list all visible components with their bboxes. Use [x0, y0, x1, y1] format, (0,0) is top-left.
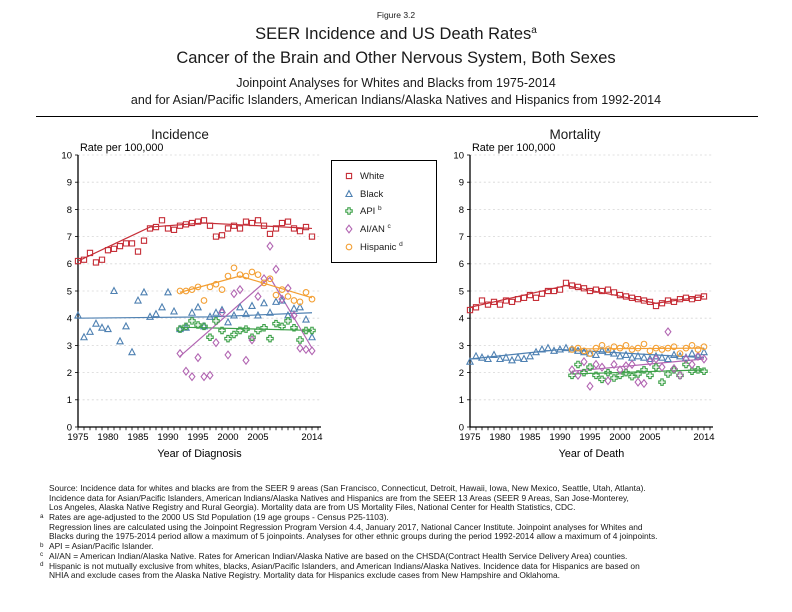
- svg-text:1980: 1980: [489, 432, 511, 443]
- svg-text:Year of Diagnosis: Year of Diagnosis: [157, 448, 242, 460]
- legend-item-white: [332, 167, 436, 185]
- incidence-panel-title: Incidence: [151, 127, 209, 142]
- svg-text:2: 2: [66, 368, 72, 379]
- svg-text:9: 9: [458, 177, 464, 189]
- header-divider: [36, 116, 758, 117]
- svg-text:8: 8: [458, 204, 464, 216]
- svg-text:3: 3: [458, 340, 464, 352]
- svg-text:5: 5: [458, 286, 464, 298]
- footnote-line: a Rates are age-adjusted to the 2000 US Std Population (19 age groups - Census P25-1103).: [40, 512, 389, 523]
- svg-text:5: 5: [66, 286, 72, 298]
- incidence-chart: [38, 140, 348, 472]
- legend-label: White: [360, 170, 385, 182]
- svg-text:10: 10: [453, 150, 464, 162]
- aian-diamond-icon: [342, 223, 356, 235]
- legend-label: Black: [360, 188, 384, 200]
- svg-text:8: 8: [66, 204, 72, 216]
- svg-text:1985: 1985: [127, 432, 149, 443]
- svg-text:1985: 1985: [519, 432, 541, 443]
- legend-item-api: [332, 203, 436, 221]
- svg-text:1995: 1995: [187, 432, 209, 443]
- svg-text:1980: 1980: [97, 432, 119, 443]
- svg-text:3: 3: [66, 340, 72, 352]
- footnote-line: c AI/AN = American Indian/Alaska Native. Rates for American Indian/Alaska Native are based on the CHSDA(Contract Health Service Delivery Area) counties.: [40, 550, 628, 561]
- title-joinpoint-line2: and for Asian/Pacific Islanders, American Indians/Alaska Natives and Hispanics from 1992-2014: [130, 93, 662, 107]
- svg-text:0: 0: [458, 422, 464, 434]
- legend-item-hispanic: [332, 238, 436, 256]
- svg-text:6: 6: [66, 259, 72, 271]
- legend-box: [331, 160, 437, 263]
- svg-text:1: 1: [458, 395, 464, 407]
- legend-label: AI/AN $^c$: [360, 223, 391, 236]
- svg-text:4: 4: [458, 313, 464, 325]
- svg-text:2005: 2005: [247, 432, 269, 443]
- footnote-line: Regression lines are calculated using the Joinpoint Regression Program Version 4.4, January 2017, National Cancer Institute. Joinpoint analyses for Whites and: [49, 521, 643, 532]
- svg-text:Year of Death: Year of Death: [558, 448, 625, 460]
- footnote-line: Blacks during the 1975-2014 period allow a maximum of 5 joinpoints. Analyses for other ethnic groups during the period 1992-2014 allow a maximum of 4 joinpoints.: [49, 531, 658, 542]
- svg-text:0: 0: [66, 422, 72, 434]
- svg-text:9: 9: [66, 177, 72, 189]
- svg-text:1990: 1990: [157, 432, 179, 443]
- hispanic-circle-icon: [342, 241, 356, 253]
- footnote-line: Incidence data for Asian/Pacific Islanders, American Indians/Alaska Natives and Hispanics are from the SEER 13 Areas (SEER 9 Areas, San Jose-Monterey,: [49, 492, 629, 503]
- title-joinpoint-line1: Joinpoint Analyses for Whites and Blacks from 1975-2014: [236, 76, 556, 90]
- svg-text:Rate per 100,000: Rate per 100,000: [472, 142, 556, 154]
- svg-text:2014: 2014: [301, 432, 323, 443]
- svg-text:1: 1: [66, 395, 72, 407]
- footnote-line: NHIA and exclude cases from the Alaska Native Registry. Mortality data for Hispanics exclude cases from New Hampshire and Oklahoma.: [49, 570, 560, 581]
- svg-text:2005: 2005: [639, 432, 661, 443]
- svg-text:6: 6: [458, 259, 464, 271]
- footnote-line: Los Angeles, Alaska Native Registry and Rural Georgia). Mortality data are from US Mortality Files, National Center for Health Statistics, CDC.: [49, 502, 576, 513]
- title-footnote-marker: a: [531, 25, 537, 36]
- page-subtitle: Cancer of the Brain and Other Nervous System, Both Sexes: [176, 49, 616, 67]
- svg-text:1990: 1990: [549, 432, 571, 443]
- svg-text:4: 4: [66, 313, 72, 325]
- svg-text:7: 7: [66, 232, 72, 243]
- footnote-line: Source: Incidence data for whites and blacks are from the SEER 9 areas (San Francisco, Connecticut, Detroit, Hawaii, Iowa, New Mexico, Seattle, Utah, Atlanta).: [49, 483, 646, 493]
- svg-text:2000: 2000: [609, 432, 631, 443]
- svg-text:1975: 1975: [67, 432, 89, 443]
- mortality-chart: [430, 140, 740, 472]
- api-plus-icon: [342, 205, 356, 217]
- footnotes-block: [40, 484, 788, 581]
- svg-text:10: 10: [61, 150, 72, 162]
- footnote-line: b API = Asian/Pacific Islander.: [40, 541, 154, 552]
- svg-text:Rate per 100,000: Rate per 100,000: [80, 142, 164, 154]
- svg-text:2000: 2000: [217, 432, 239, 443]
- legend-label: API $^b$: [360, 205, 382, 218]
- page-title: [0, 25, 792, 44]
- black-triangle-icon: [342, 188, 356, 200]
- svg-text:7: 7: [458, 232, 464, 243]
- svg-text:1975: 1975: [459, 432, 481, 443]
- svg-text:2014: 2014: [693, 432, 715, 443]
- legend-item-aian: [332, 220, 436, 238]
- figure-number: Figure 3.2: [376, 10, 416, 20]
- svg-text:2: 2: [458, 368, 464, 379]
- legend-label: Hispanic $^d$: [360, 241, 403, 254]
- footnote-line: d Hispanic is not mutually exclusive from whites, blacks, Asian/Pacific Islanders, and American Indians/Alaska Natives. Incidence data for Hispanics are based on: [40, 560, 640, 571]
- title-main-text: SEER Incidence and US Death Rates: [255, 25, 532, 43]
- mortality-panel-title: Mortality: [549, 127, 601, 142]
- legend-item-black: [332, 185, 436, 203]
- svg-text:1995: 1995: [579, 432, 601, 443]
- white-square-icon: [342, 170, 356, 182]
